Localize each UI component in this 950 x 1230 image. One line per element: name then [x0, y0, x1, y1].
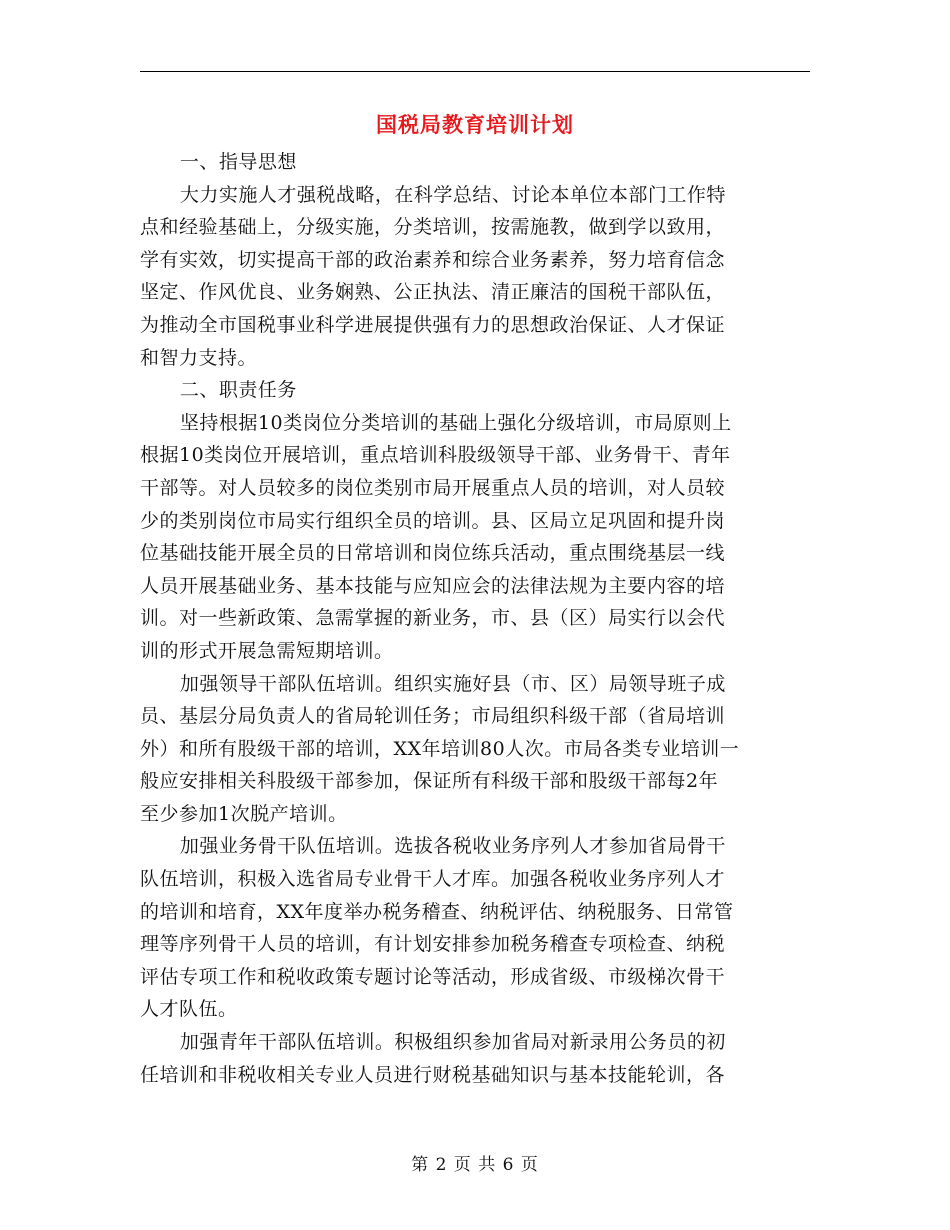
- section-heading-guiding-ideology: 一、指导思想: [179, 151, 297, 173]
- section-heading-duties: 二、职责任务: [179, 379, 297, 402]
- paragraph-backbone-training: 加强业务骨干队伍培训。选拔各税收业务序列人才参加省局骨干 队伍培训，积极入选省局专业骨干人才库。加强各税收业务序列人才 的培训和培育，XX年度举办税务稽查、纳税评估、纳税服务、日常管 理等序列骨干人员的培训，有计划安排参加税务稽查专项检查、纳税 评估专项工作和税收政策专题讨论等活动，形成省级、市级梯次骨干 人才队伍。: [140, 835, 734, 1021]
- paragraph-duties: 坚持根据10类岗位分类培训的基础上强化分级培训，市局原则上 根据10类岗位开展培训，重点培训科股级领导干部、业务骨干、青年 干部等。对人员较多的岗位类别市局开展重点人员的培训，对人员较 少的类别岗位市局实行组织全员的培训。县、区局立足巩固和提升岗 位基础技能开展全员的日常培训和岗位练兵活动，重点围绕基层一线 人员开展基础业务、基本技能与应知应会的法律法规为主要内容的培 训。对一些新政策、急需掌握的新业务，市、县（区）局实行以会代 训的形式开展急需短期培训。: [140, 411, 732, 662]
- paragraph-guiding-ideology: 大力实施人才强税战略，在科学总结、讨论本单位本部门工作特 点和经验基础上，分级实施，分类培训，按需施教，做到学以致用， 学有实效，切实提高干部的政治素养和综合业务素养，努力培育信念 坚定、作风优良、业务娴熟、公正执法、清正廉洁的国税干部队伍， 为推动全市国税事业科学进展提供强有力的思想政治保证、人才保证 和智力支持。: [140, 183, 726, 369]
- paragraph-leadership-training: 加强领导干部队伍培训。组织实施好县（市、区）局领导班子成 员、基层分局负责人的省局轮训任务；市局组织科级干部（省局培训 外）和所有股级干部的培训，XX年培训80人次。市局各类专业培训一 般应安排相关科股级干部参加，保证所有科级干部和股级干部每2年 至少参加1次脱产培训。: [140, 672, 740, 825]
- document-body: [140, 146, 804, 1091]
- page-number-footer: 第 2 页 共 6 页: [411, 1155, 539, 1175]
- document-title: 国税局教育培训计划: [376, 112, 574, 137]
- paragraph-youth-training: 加强青年干部队伍培训。积极组织参加省局对新录用公务员的初 任培训和非税收相关专业人员进行财税基础知识与基本技能轮训，各: [140, 1031, 726, 1086]
- header-rule: [140, 71, 810, 72]
